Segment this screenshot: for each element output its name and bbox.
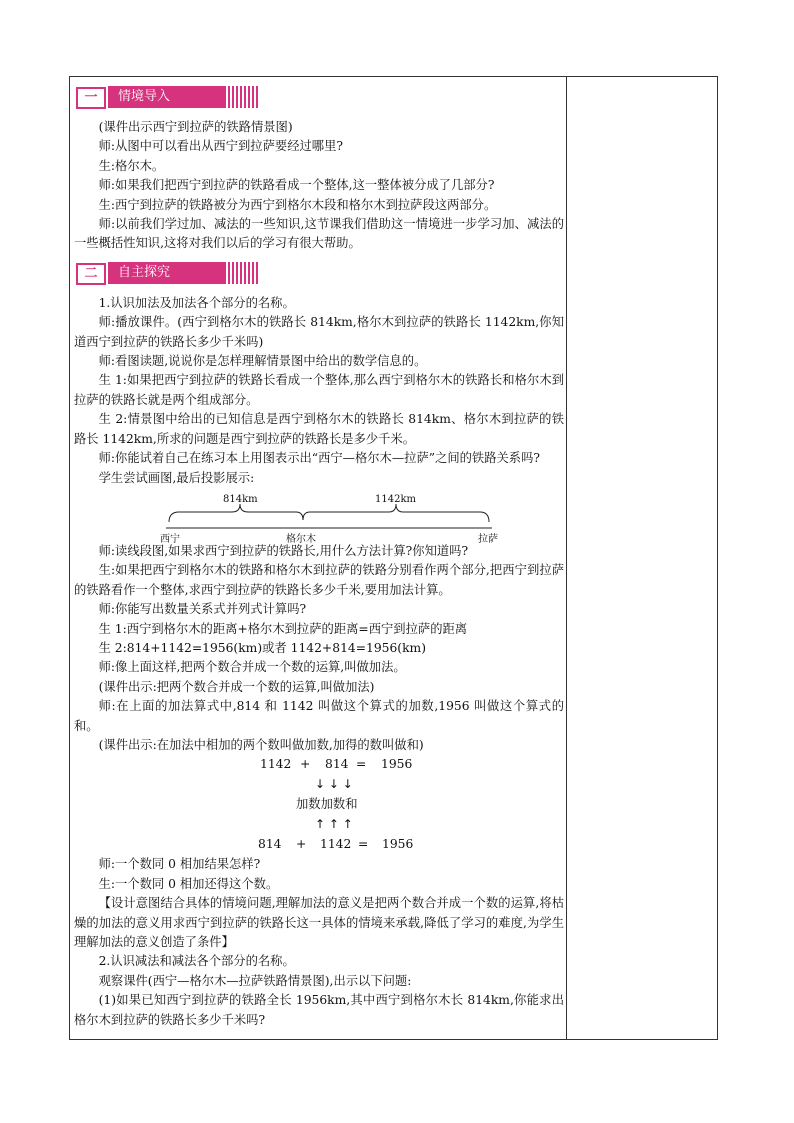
down-arrows bbox=[74, 775, 564, 795]
label-814km: 814km bbox=[223, 493, 258, 505]
label-golmud: 格尔木 bbox=[286, 533, 316, 545]
label-1142km: 1142km bbox=[375, 493, 416, 505]
paragraph: 生 2:814+1142=1956(km)或者 1142+814=1956(km) bbox=[98, 640, 427, 655]
section-title: 情境导入 bbox=[108, 86, 226, 108]
paragraph: 生 2:情景图中给出的已知信息是西宁到格尔木的铁路长 814km、格尔木到拉萨的铁路长 1142km,所求的问题是西宁到拉萨的铁路长是多少千米。 bbox=[74, 412, 564, 446]
up-arrows-icon: ↑ ↑ ↑ bbox=[315, 817, 353, 832]
paragraph: 师:像上面这样,把两个数合并成一个数的运算,叫做加法。 bbox=[98, 660, 406, 675]
section-title-bar bbox=[108, 262, 260, 284]
paragraph: 学生尝试画图,最后投影展示: bbox=[98, 470, 255, 485]
addend: 1142 bbox=[260, 757, 292, 772]
equals-sign: = bbox=[356, 757, 367, 772]
paragraph: 师:从图中可以看出从西宁到拉萨要经过哪里? bbox=[98, 139, 343, 154]
addend: 814 bbox=[325, 757, 349, 772]
equals-sign: = bbox=[358, 837, 369, 852]
section-header-2 bbox=[76, 262, 260, 284]
paragraph: 师:播放课件。(西宁到格尔木的铁路长 814km,格尔木到拉萨的铁路长 1142km,你知道西宁到拉萨的铁路长多少千米吗) bbox=[74, 315, 564, 349]
term-label-text: 加数加数和 bbox=[296, 797, 358, 812]
paragraph: 生:如果把西宁到格尔木的铁路和格尔木到拉萨的铁路分别看作两个部分,把西宁到拉萨的铁路看作一个整体,求西宁到拉萨的铁路长多少千米,要用加法计算。 bbox=[74, 563, 564, 597]
paragraph: 师:以前我们学过加、减法的一些知识,这节课我们借助这一情境进一步学习加、减法的一些概括性知识,这将对我们以后的学习有很大帮助。 bbox=[74, 217, 564, 251]
down-arrows-icon: ↓ ↓ ↓ bbox=[315, 777, 353, 792]
line-segment-diagram bbox=[74, 492, 564, 545]
paragraph: 1.认识加法及加法各个部分的名称。 bbox=[98, 295, 295, 310]
section-number: 二 bbox=[76, 263, 106, 285]
paragraph: 生:西宁到拉萨的铁路被分为西宁到格尔木段和格尔木到拉萨段这两部分。 bbox=[98, 197, 497, 212]
equation-814-plus-1142 bbox=[74, 835, 564, 855]
section-number: 一 bbox=[76, 87, 106, 109]
label-lhasa: 拉萨 bbox=[478, 533, 498, 545]
paragraph: 师:你能写出数量关系式并列式计算吗? bbox=[98, 602, 307, 617]
column-divider bbox=[566, 76, 567, 1040]
paragraph: (课件出示:在加法中相加的两个数叫做加数,加得的数叫做和) bbox=[98, 737, 424, 752]
paragraph: 生 1:西宁到格尔木的距离+格尔木到拉萨的距离=西宁到拉萨的距离 bbox=[98, 621, 468, 636]
paragraph: 师:看图读题,说说你是怎样理解情景图中给出的数学信息的。 bbox=[98, 354, 427, 369]
paragraph: (课件出示:把两个数合并成一个数的运算,叫做加法) bbox=[98, 679, 375, 694]
paragraph: 师:一个数同 0 相加结果怎样? bbox=[98, 857, 261, 872]
paragraph: 2.认识减法和减法各个部分的名称。 bbox=[98, 954, 295, 969]
sum: 1956 bbox=[382, 837, 414, 852]
section-title: 自主探究 bbox=[108, 262, 226, 284]
label-xining: 西宁 bbox=[160, 533, 180, 545]
paragraph: 师:读线段图,如果求西宁到拉萨的铁路长,用什么方法计算?你知道吗? bbox=[98, 543, 469, 558]
paragraph: 观察课件(西宁—格尔木—拉萨铁路情景图),出示以下问题: bbox=[98, 973, 412, 988]
section-title-bar bbox=[108, 86, 260, 108]
paragraph: (1)如果已知西宁到拉萨的铁路全长 1956km,其中西宁到格尔木长 814km,你能求出格尔木到拉萨的铁路长多少千米吗? bbox=[74, 993, 564, 1027]
paragraph: 生:一个数同 0 相加还得这个数。 bbox=[98, 876, 279, 891]
term-labels bbox=[74, 795, 564, 815]
paragraph: 生:格尔木。 bbox=[98, 158, 165, 173]
equation-1142-plus-814 bbox=[74, 755, 564, 775]
sum: 1956 bbox=[381, 757, 413, 772]
plus-sign: + bbox=[300, 757, 311, 772]
design-intent-note: 【设计意图结合具体的情境问题,理解加法的意义是把两个数合并成一个数的运算,将枯燥的加法的意义用求西宁到拉萨的铁路长这一具体的情境来承载,降低了学习的难度,为学生理解加法的意义创造了条件】 bbox=[74, 896, 564, 949]
paragraph: 师:在上面的加法算式中,814 和 1142 叫做这个算式的加数,1956 叫做这个算式的和。 bbox=[74, 699, 564, 733]
paragraph: 师:如果我们把西宁到拉萨的铁路看成一个整体,这一整体被分成了几部分? bbox=[98, 178, 495, 193]
addend: 1142 bbox=[320, 837, 352, 852]
paragraph: 师:你能试着自己在练习本上用图表示出“西宁—格尔木—拉萨”之间的铁路关系吗? bbox=[98, 451, 540, 466]
paragraph: 生 1:如果把西宁到拉萨的铁路长看成一个整体,那么西宁到格尔木的铁路长和格尔木到拉萨的铁路长就是两个组成部分。 bbox=[74, 373, 564, 407]
paragraph: (课件出示西宁到拉萨的铁路情景图) bbox=[98, 120, 293, 134]
plus-sign: + bbox=[296, 837, 307, 852]
lesson-content bbox=[74, 86, 564, 1030]
up-arrows bbox=[74, 815, 564, 835]
section-header-1 bbox=[76, 86, 260, 108]
addend: 814 bbox=[258, 837, 282, 852]
